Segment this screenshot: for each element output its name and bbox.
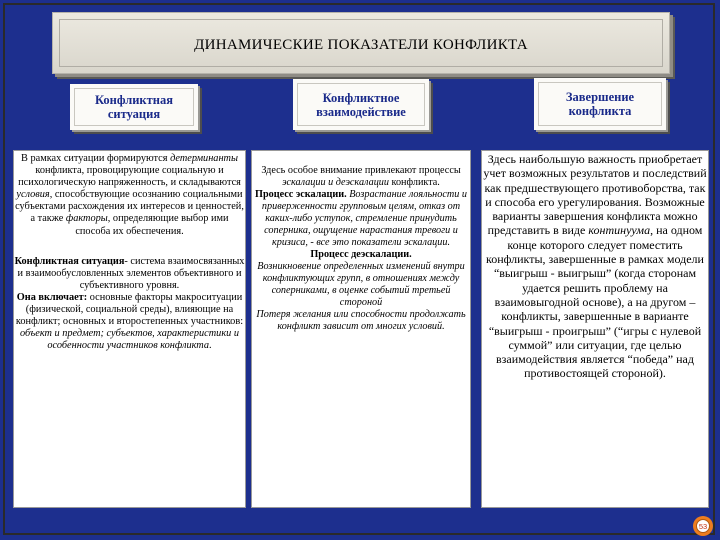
header-interaction bbox=[293, 79, 429, 130]
header-completion bbox=[534, 78, 666, 130]
header-situation bbox=[70, 84, 198, 130]
header-interaction-label: Конфликтное взаимодействие bbox=[316, 90, 406, 119]
page-number-badge bbox=[693, 516, 713, 536]
slide-title: ДИНАМИЧЕСКИЕ ПОКАЗАТЕЛИ КОНФЛИКТА bbox=[194, 36, 528, 53]
situation-definition: Конфликтная ситуация- система взаимосвязанных и взаимообусловленных элементов объективного и субъективного уровня. Она включает: основные факторы макроситуации (физической, социальной среды), влияющие на конфликт; основных и второстепенных участников: объект и предмет; субъектов, характеристики и особенности участников конфликта. bbox=[14, 255, 245, 352]
page-number: 53 bbox=[696, 519, 710, 533]
title-box bbox=[52, 12, 670, 74]
completion-text: Здесь наибольшую важность приобретает учет возможных результатов и последствий как предшествующего противоборства, так и способа его урегулирования. Возможные варианты завершения конфликта можно представить в виде континуума, на одном конце которого следует поместить конфликты, завершенные в рамках модели “выигрыш - выигрыш” (когда сторонам удается решить проблему на взаимовыгодной основе), а на другом – конфликты, завершенные в варианте “выигрыш - проигрыш” (“игры с нулевой суммой” или ситуации, где целью взаимодействия является “победа” над противостоящей стороной). bbox=[483, 152, 707, 381]
column-completion bbox=[481, 150, 709, 508]
header-situation-label: Конфликтная ситуация bbox=[94, 93, 173, 121]
situation-intro: В рамках ситуации формируются детерминанты конфликта, провоцирующие социальную и психологическую напряженность, и складываются условия, способствующие осознанию социальными субъектами расхождения их интересов и ценностей, а также факторы, определяющие выбор ими способа их обеспечения. bbox=[15, 153, 244, 237]
column-interaction bbox=[251, 150, 471, 508]
column-situation bbox=[13, 150, 246, 508]
header-completion-label: Завершение конфликта bbox=[565, 90, 635, 118]
interaction-intro: Здесь особое внимание привлекают процессы эскалации и деэскалации конфликта. Процесс эскалации. Возрастание лояльности и приверженности групповым целям, отказ от каких-либо уступок, стремление принудить соперника, ощущение нарастания тревоги и кризиса, - все это показатели эскалации. Процесс деэскалации. Возникновение определенных изменений внутри конфликтующих групп, в отношениях между соперниками, в оценке событий третьей стороной Потеря желания или способности продолжать конфликт зависит от многих условий. bbox=[255, 165, 467, 332]
